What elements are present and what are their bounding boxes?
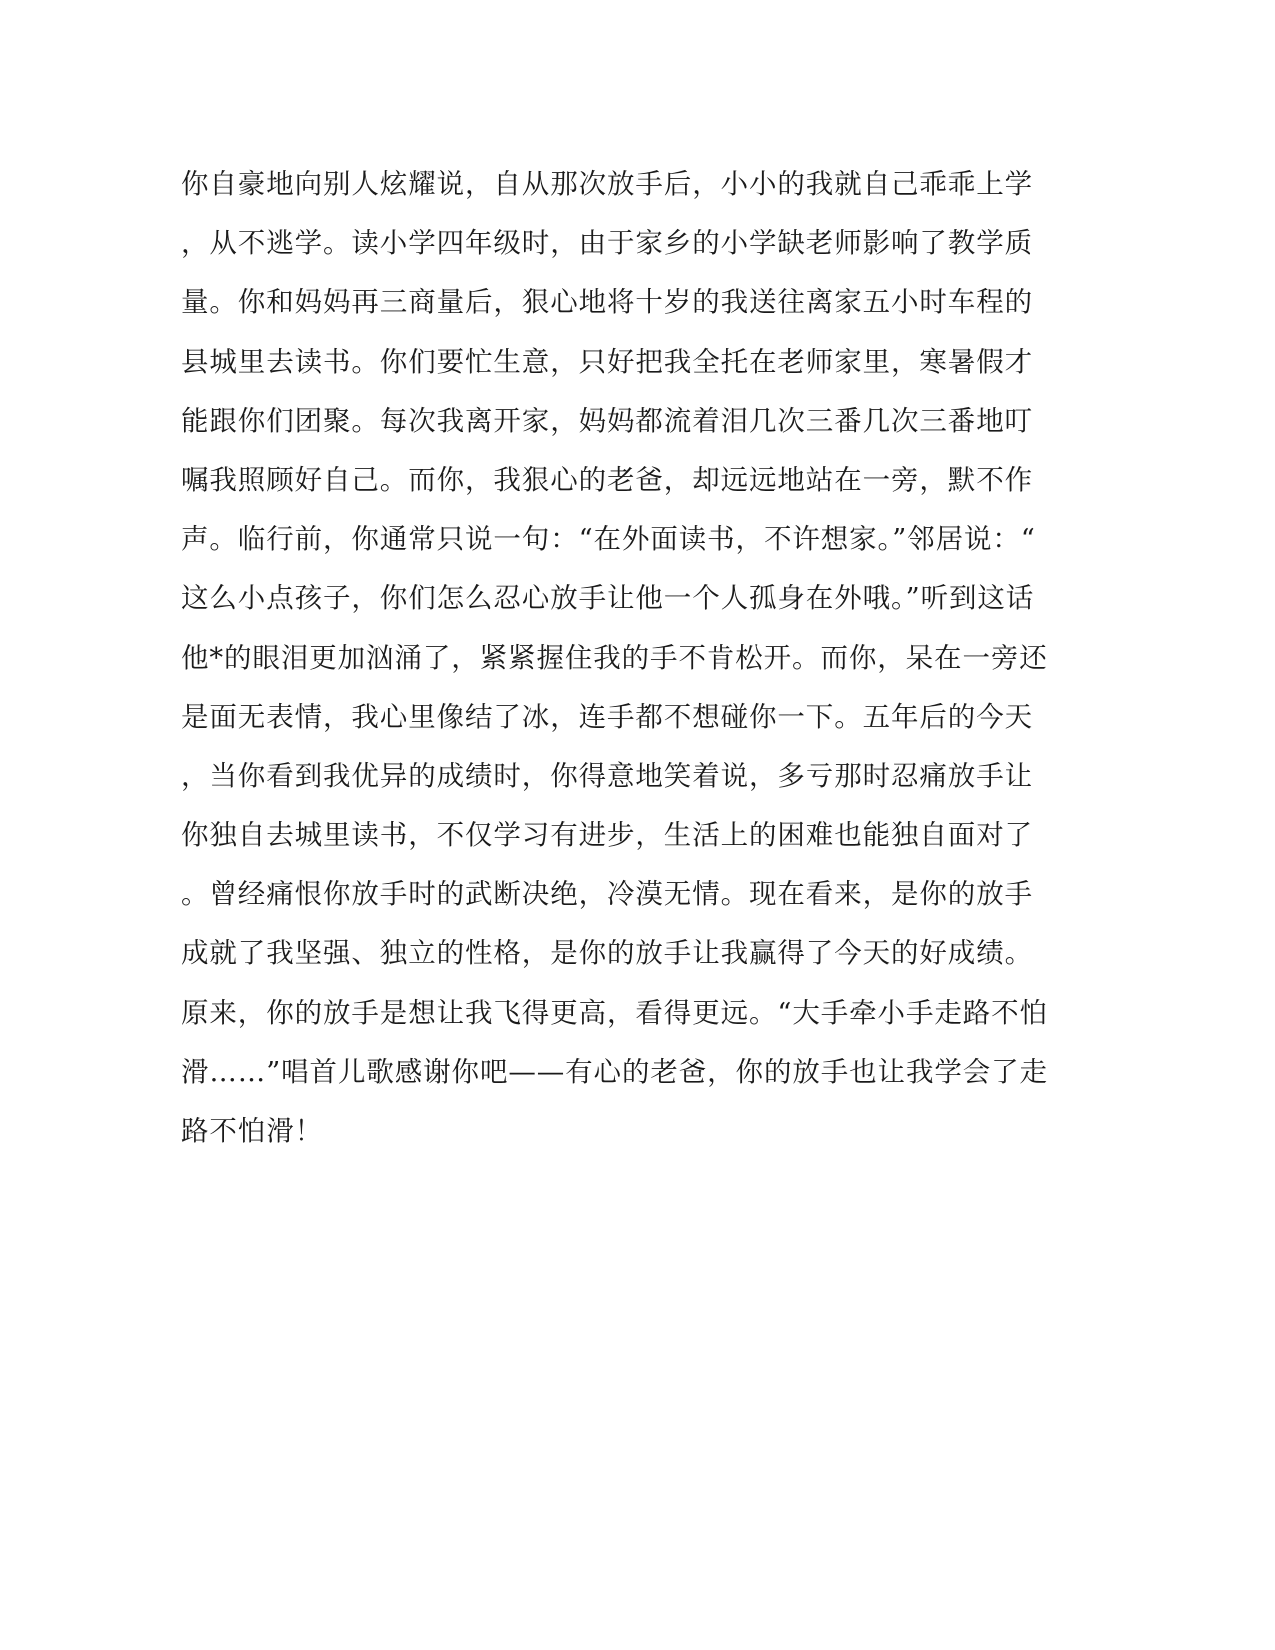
text-line: ，当你看到我优异的成绩时，你得意地笑着说，多亏那时忍痛放手让 (181, 759, 1033, 792)
text-line: 。曾经痛恨你放手时的武断决绝，冷漠无情。现在看来，是你的放手 (181, 878, 1033, 911)
text-line: 路不怕滑！ (181, 1115, 323, 1147)
text-line: 你自豪地向别人炫耀说，自从那次放手后，小小的我就自己乖乖上学 (181, 168, 1033, 200)
text-line: 嘱我照顾好自己。而你，我狠心的老爸，却远远地站在一旁，默不作 (181, 463, 1033, 496)
text-line: 量。你和妈妈再三商量后，狠心地将十岁的我送往离家五小时车程的 (181, 286, 1033, 319)
text-line: 滑……”唱首儿歌感谢你吧——有心的老爸，你的放手也让我学会了走 (181, 1055, 1048, 1088)
text-line: 县城里去读书。你们要忙生意，只好把我全托在老师家里，寒暑假才 (181, 345, 1033, 378)
document-body-text (181, 155, 1061, 1161)
text-line: 是面无表情，我心里像结了冰，连手都不想碰你一下。五年后的今天 (181, 700, 1033, 733)
text-line: 原来，你的放手是想让我飞得更高，看得更远。“大手牵小手走路不怕 (181, 996, 1048, 1029)
text-line: 声。临行前，你通常只说一句：“在外面读书，不许想家。”邻居说：“ (181, 523, 1036, 556)
text-line: 这么小点孩子，你们怎么忍心放手让他一个人孤身在外哦。”听到这话 (181, 582, 1035, 615)
text-line: ，从不逃学。读小学四年级时，由于家乡的小学缺老师影响了教学质 (181, 227, 1033, 260)
text-line: 能跟你们团聚。每次我离开家，妈妈都流着泪几次三番几次三番地叮 (181, 404, 1033, 437)
text-line: 他*的眼泪更加汹涌了，紧紧握住我的手不肯松开。而你，呆在一旁还 (181, 641, 1048, 674)
text-line: 你独自去城里读书，不仅学习有进步，生活上的困难也能独自面对了 (181, 819, 1033, 852)
text-line: 成就了我坚强、独立的性格，是你的放手让我赢得了今天的好成绩。 (181, 937, 1033, 970)
